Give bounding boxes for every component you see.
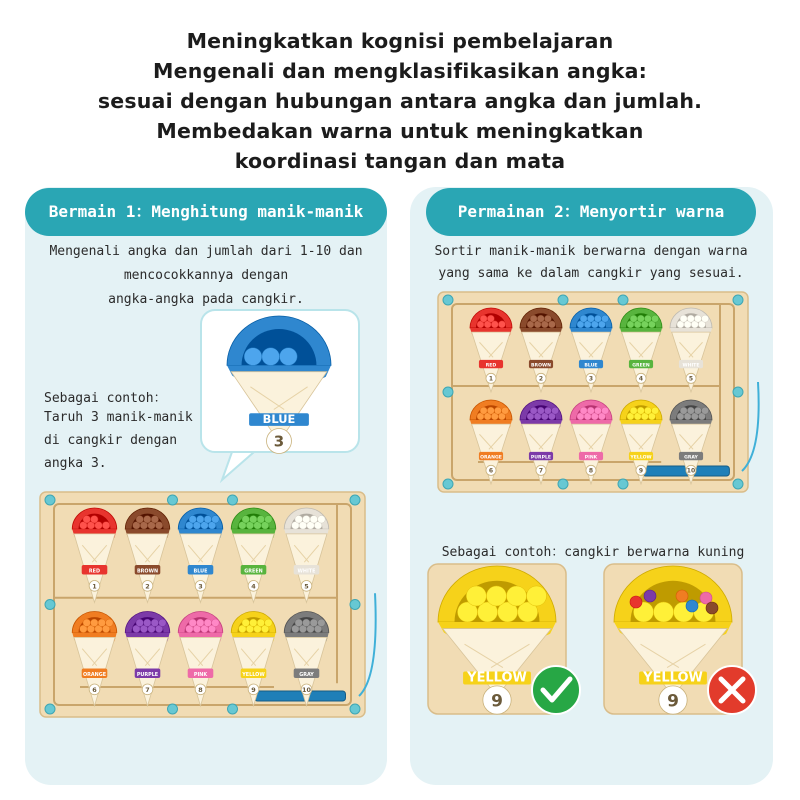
- cup-label: YELLOW: [630, 455, 652, 461]
- cup-number: 8: [198, 685, 203, 694]
- check-icon: [532, 666, 580, 714]
- cup-number: 8: [588, 467, 594, 475]
- cup-number: 2: [145, 582, 150, 591]
- cup-label: WHITE: [297, 568, 316, 575]
- game1-example-line: Taruh 3 manik-manik: [44, 410, 193, 425]
- cup-number: 5: [304, 582, 309, 591]
- headline-line: sesuai dengan hubungan antara angka dan jumlah.: [97, 89, 703, 113]
- game1-example-line: angka 3.: [44, 456, 107, 471]
- cup-number: 7: [145, 685, 150, 694]
- cup-label: PINK: [584, 455, 598, 461]
- cup-label: BLUE: [262, 412, 296, 427]
- cup-number: 10: [302, 685, 311, 694]
- cup-label: ORANGE: [82, 671, 107, 678]
- cup-number: 1: [92, 582, 97, 591]
- cup-number: 9: [491, 691, 503, 712]
- game1-description-line: mencocokkannya dengan: [123, 268, 289, 283]
- cup-label: ORANGE: [480, 455, 502, 461]
- cup-number: 9: [251, 685, 256, 694]
- cup-number: 7: [538, 467, 544, 475]
- headline-line: Membedakan warna untuk meningkatkan: [156, 119, 644, 143]
- cup-label: GREEN: [244, 568, 263, 575]
- cup-number: 6: [488, 467, 494, 475]
- cup-label: PURPLE: [530, 455, 552, 461]
- cup-label: BLUE: [193, 568, 208, 575]
- game2-description-line: yang sama ke dalam cangkir yang sesuai.: [438, 266, 744, 281]
- game2-description-line: Sortir manik-manik berwarna dengan warna: [434, 244, 748, 259]
- cup-number: 10: [686, 467, 696, 475]
- cup-label: GRAY: [684, 455, 698, 461]
- cup-number: 2: [538, 375, 544, 383]
- game1-example-line: Sebagai contoh：: [44, 391, 167, 406]
- cup-label: GREEN: [632, 363, 650, 369]
- cup-label: YELLOW: [242, 671, 265, 678]
- cup-label: RED: [88, 568, 101, 575]
- cup-label: WHITE: [682, 363, 700, 369]
- headline-line: Meningkatkan kognisi pembelajaran: [186, 29, 614, 53]
- cup-label: YELLOW: [467, 670, 527, 686]
- cup-number: 3: [588, 375, 594, 383]
- cup-label: BROWN: [136, 568, 159, 575]
- cup-number: 3: [198, 582, 203, 591]
- cup-number: 6: [92, 685, 97, 694]
- cup-label: RED: [485, 363, 497, 369]
- headline-line: Mengenali dan mengklasifikasikan angka:: [153, 59, 647, 83]
- cup-label: BROWN: [531, 363, 551, 369]
- cup-number: 9: [667, 691, 679, 712]
- cup-number: 9: [638, 467, 644, 475]
- cup-label: YELLOW: [643, 670, 703, 686]
- game1-example-line: di cangkir dengan: [44, 433, 178, 448]
- cup-number: 4: [638, 375, 644, 383]
- game1-description-line: angka-angka pada cangkir.: [108, 292, 304, 307]
- game2-example: Sebagai contoh：cangkir berwarna kuning: [441, 545, 745, 560]
- cup-number: 5: [688, 375, 694, 383]
- cup-number: 3: [273, 432, 285, 451]
- cup-label: PURPLE: [136, 671, 159, 678]
- cup-number: 1: [488, 375, 494, 383]
- cup-number: 4: [251, 582, 256, 591]
- cup-label: PINK: [193, 671, 208, 678]
- game1-title: Bermain 1：Menghitung manik-manik: [25, 188, 387, 236]
- headline-line: koordinasi tangan dan mata: [234, 149, 566, 173]
- game1-description-line: Mengenali angka dan jumlah dari 1-10 dan: [49, 244, 363, 259]
- game2-title: Permainan 2：Menyortir warna: [426, 188, 756, 236]
- cup-label: GRAY: [299, 671, 314, 678]
- cup-label: BLUE: [584, 363, 598, 369]
- cross-icon: [708, 666, 756, 714]
